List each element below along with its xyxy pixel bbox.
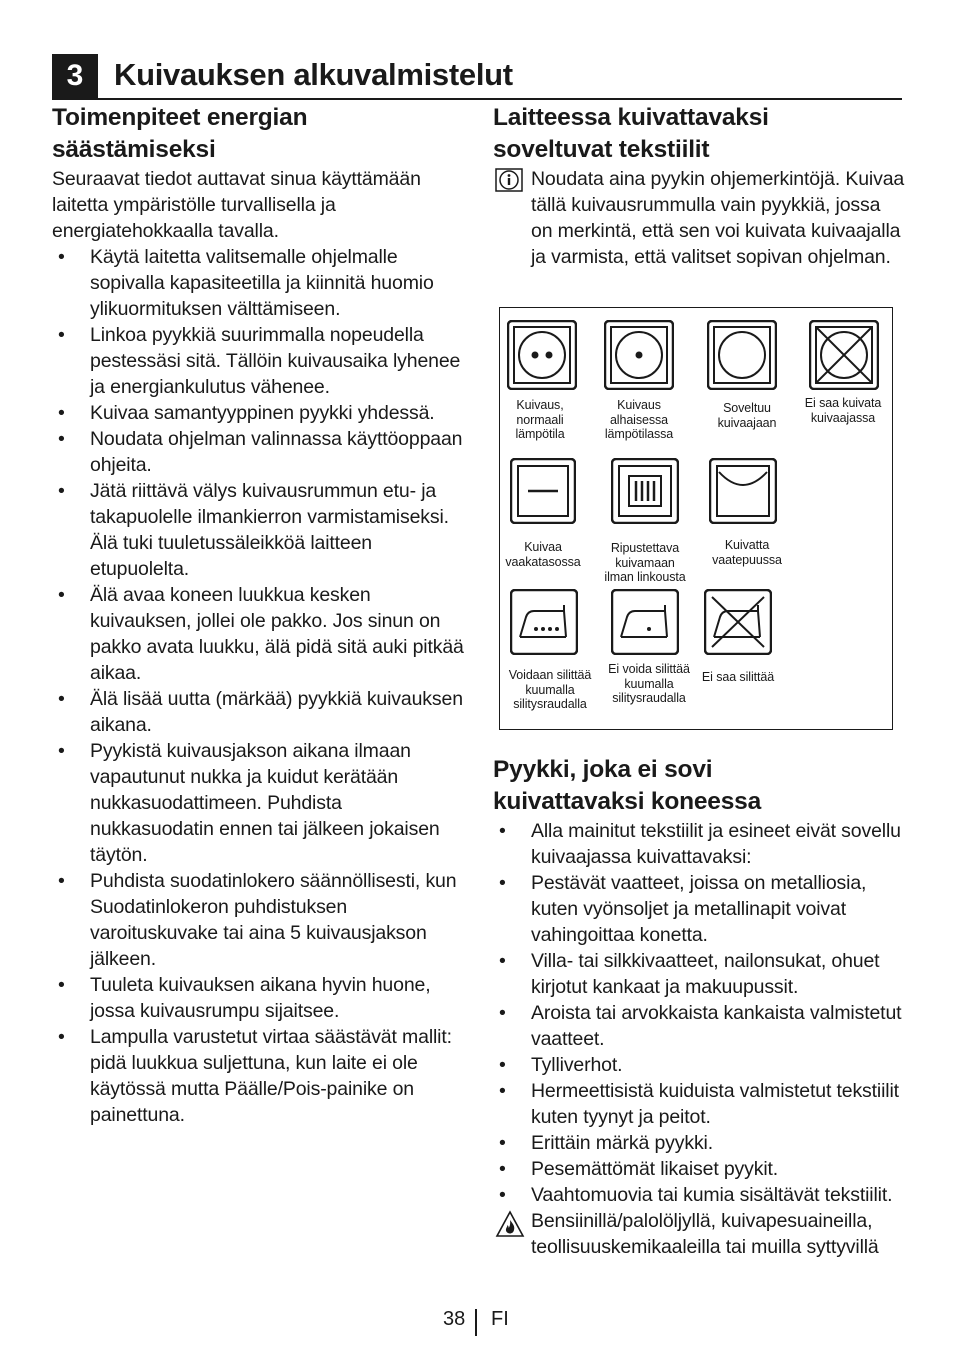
list-item: • Kuivaa samantyyppinen pyykki yhdessä.: [52, 400, 464, 426]
energy-intro: Seuraavat tiedot auttavat sinua käyttämään laitetta ympäristölle turvallisella ja energiatehokkaalla tavalla.: [52, 168, 421, 242]
list-item: • Lampulla varustetut virtaa säästävät mallit: pidä luukkua suljettuna, kun laite ei ole käytössä mutta Päälle/Pois-painike on painettuna.: [52, 1024, 464, 1128]
language-code: FI: [491, 1308, 509, 1330]
list-item: • Linkoa pyykkiä suurimmalla nopeudella pestessäsi sitä. Tällöin kuivausaika lyhenee ja energiankulutus vähenee.: [52, 322, 464, 400]
list-item: • Villa- tai silkkivaatteet, nailonsukat, ohuet kirjotut kankaat ja makuupussit.: [493, 948, 905, 1000]
symbol-caption: Ei saa kuivata kuivaajassa: [804, 396, 882, 425]
fire-warning-text: Bensiinillä/palolöljyllä, kuivapesuaineilla, teollisuuskemikaaleilla tai muilla syttyvillä: [531, 1210, 879, 1258]
list-item: • Jätä riittävä välys kuivausrummun etu- ja takapuolelle ilmankierron varmistamiseksi. Älä tuki tuuletussäleikköä laitteen etupuolelta.: [52, 478, 464, 582]
unsuitable-list: [493, 818, 905, 1208]
fire-warning-note: [493, 1208, 905, 1260]
list-item: • Alla mainitut tekstiilit ja esineet eivät sovellu kuivaajassa kuivattavaksi:: [493, 818, 905, 870]
list-item: • Tylliverhot.: [493, 1052, 905, 1078]
list-item: • Puhdista suodatinlokero säännöllisesti, kun Suodatinlokeron puhdistuksen varoituskuvake tai aina 5 kuivausjakson jälkeen.: [52, 868, 464, 972]
list-item: • Vaahtomuovia tai kumia sisältävät tekstiilit.: [493, 1182, 905, 1208]
symbol-caption: Ei saa silittää: [701, 670, 775, 684]
page-number: 38: [443, 1308, 466, 1330]
energy-tips-list: [52, 244, 464, 1128]
symbol-caption: Kuivaus, normaali lämpötila: [515, 398, 565, 441]
list-item: • Älä avaa koneen luukkua kesken kuivauksen, jollei ole pakko. Jos sinun on pakko avata luukku, älä pidä sitä auki pitkää aikaa.: [52, 582, 464, 686]
footer-divider: [475, 1309, 477, 1336]
section-number: 3: [52, 54, 98, 98]
symbol-caption: Soveltuu kuivaajaan: [717, 401, 777, 430]
symbol-caption: Voidaan silittää kuumalla silitysraudalla: [508, 668, 592, 711]
unsuitable-textiles-section: [493, 754, 905, 1260]
list-item: • Aroista tai arvokkaista kankaista valmistetut vaatteet.: [493, 1000, 905, 1052]
info-icon: [495, 168, 523, 197]
list-item: • Älä lisää uutta (märkää) pyykkiä kuivauksen aikana.: [52, 686, 464, 738]
list-item: • Noudata ohjelman valinnassa käyttöoppaan ohjeita.: [52, 426, 464, 478]
fire-warning-icon: [495, 1210, 525, 1243]
care-symbols-panel: [499, 307, 893, 730]
symbol-caption: Ei voida silittää kuumalla silitysraudalla: [608, 662, 690, 705]
list-item: • Käytä laitetta valitsemalle ohjelmalle sopivalla kapasiteetilla ja kiinnitä huomio ylikuormituksen välttämiseen.: [52, 244, 464, 322]
symbol-caption: Kuivaa vaakatasossa: [505, 540, 581, 569]
energy-saving-heading: Toimenpiteet energian säästämiseksi: [52, 104, 308, 163]
list-item: • Pyykistä kuivausjakson aikana ilmaan vapautunut nukka ja kuidut kerätään nukkasuodattimeen. Puhdista nukkasuodatin ennen tai jälkeen jokaisen täytön.: [52, 738, 464, 868]
list-item: • Pestävät vaatteet, joissa on metalliosia, kuten vyönsoljet ja metallinapit voivat vahingoittaa konetta.: [493, 870, 905, 948]
symbol-caption: Ripustettava kuivamaan ilman linkousta: [604, 541, 686, 584]
symbol-caption: Kuivaus alhaisessa lämpötilassa: [604, 398, 674, 441]
list-item: • Erittäin märkä pyykki.: [493, 1130, 905, 1156]
section-title: Kuivauksen alkuvalmistelut: [114, 57, 513, 92]
suitable-textiles-heading: Laitteessa kuivattavaksi soveltuvat tekstiilit: [493, 104, 769, 163]
suitable-textiles-section: [493, 102, 905, 270]
section-header: [52, 52, 902, 100]
energy-saving-section: [52, 102, 464, 1128]
info-note: [493, 166, 905, 270]
list-item: • Tuuleta kuivauksen aikana hyvin huone, jossa kuivausrumpu sijaitsee.: [52, 972, 464, 1024]
list-item: • Pesemättömät likaiset pyykit.: [493, 1156, 905, 1182]
symbol-caption: Kuivatta vaatepuussa: [712, 538, 782, 567]
unsuitable-textiles-heading: Pyykki, joka ei sovi kuivattavaksi koneessa: [493, 756, 761, 815]
list-item: • Hermeettisistä kuiduista valmistetut tekstiilit kuten tyynyt ja peitot.: [493, 1078, 905, 1130]
info-note-text: Noudata aina pyykin ohjemerkintöjä. Kuivaa tällä kuivausrummulla vain pyykkiä, jossa on merkintä, että sen voi kuivata kuivaajalla ja varmista, että valitset sopivan ohjelman.: [531, 168, 905, 268]
